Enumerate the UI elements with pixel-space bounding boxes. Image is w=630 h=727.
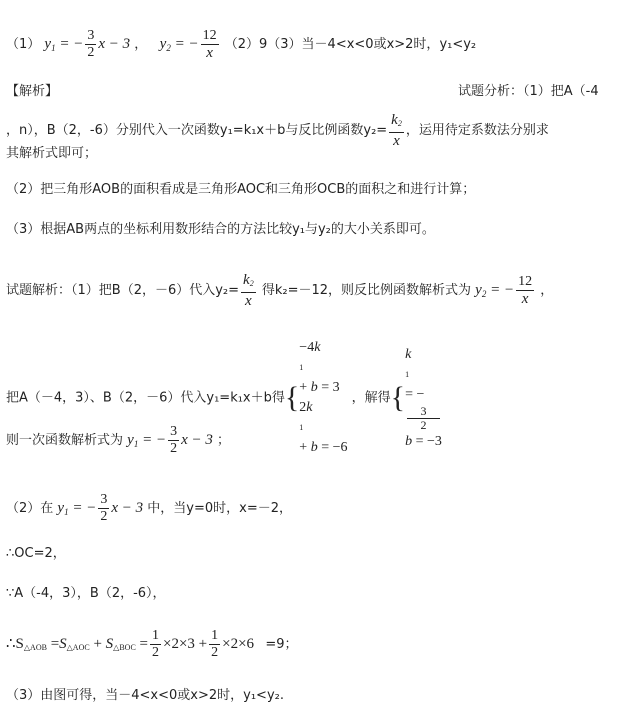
solution-line-7-tail: =9；: [265, 637, 298, 652]
equation-system: −4k 1 + b = 3 2k 1 + b = −6: [299, 340, 348, 455]
analysis-heading-text: 【解析】: [6, 84, 59, 99]
y1-formula-3: $y_1$ = −: [127, 432, 167, 449]
solution-line-5-text: ∴OC=2，: [6, 546, 66, 561]
analysis-heading: [6, 82, 58, 102]
y1-formula-tail: x − 3: [98, 36, 131, 52]
solution-line-3: [6, 424, 230, 457]
area-term-1: ×2×3 +: [163, 636, 208, 652]
solution-line-2b: ，解得: [351, 390, 391, 406]
answer-line: [6, 28, 476, 61]
solution-line-7: [6, 628, 297, 661]
solution-line-5: [6, 544, 66, 564]
y1-formula-3-tail: x − 3: [181, 432, 213, 448]
fraction-1-2-b: $\frac{1}{2}$: [211, 628, 219, 660]
comma-2: ，: [536, 283, 554, 298]
solution-line-4b: 中，当y=0时，x=－2，: [147, 501, 292, 516]
solution-system: k 1 = − 3 2 b = −3: [405, 346, 442, 449]
solution-line-6: [6, 584, 166, 604]
analysis-line-5: [6, 220, 435, 240]
area-term-2: ×2×6: [222, 636, 266, 652]
left-brace: {: [284, 381, 300, 414]
solution-line-1b: 得k₂=－12，则反比例函数解析式为: [261, 283, 472, 298]
analysis-line-5-text: （3）根据AB两点的坐标利用数形结合的方法比较y₁与y₂的大小关系即可。: [6, 222, 435, 237]
analysis-intro: [458, 82, 599, 102]
analysis-line-2a: ，n），B（2，-6）分别代入一次函数y₁=k₁x＋b与反比例函数y₂=: [6, 123, 388, 138]
analysis-intro-text: 试题分析：（1）把A（-4: [458, 84, 599, 99]
analysis-line-3: [6, 144, 97, 164]
answer-part1-label: （1）: [6, 37, 41, 52]
solution-line-6-text: ∵A（-4，3），B（2，-6），: [6, 586, 166, 601]
fraction-3-2: $\frac{3}{2}$: [87, 28, 95, 60]
analysis-line-3-text: 其解析式即可；: [6, 146, 98, 161]
solution-line-3-text: 则一次函数解析式为: [6, 433, 124, 448]
y2-formula-2: $y_2$ = −: [475, 282, 515, 299]
semicolon: ；: [212, 433, 230, 448]
solution-line-8: [6, 686, 284, 706]
y1-formula: $y_1$ = −: [44, 36, 84, 53]
y1-formula-4-tail: x − 3: [111, 500, 144, 516]
fraction-12-x-2: $\frac{12}{x}$: [518, 274, 533, 307]
left-brace-2: {: [390, 381, 406, 414]
solution-line-4: [6, 492, 292, 525]
area-formula: ∴S△AOB =S△AOC + S△BOC =: [6, 636, 148, 652]
fraction-12-x: $\frac{12}{x}$: [202, 28, 217, 61]
y1-formula-4: $y_1$ = −: [57, 500, 97, 517]
fraction-3-2-3: $\frac{3}{2}$: [100, 492, 108, 524]
analysis-line-4: [6, 180, 475, 200]
fraction-k2-x: $\frac{k2}{x}$: [391, 112, 402, 149]
solution-line-4a: （2）在: [6, 501, 54, 516]
y2-formula: $y_2$ = −: [159, 36, 199, 53]
analysis-line-2b: ，运用待定系数法分别求: [405, 123, 549, 138]
comma: ，: [134, 37, 156, 52]
solution-line-1a: 试题解析：（1）把B（2，－6）代入y₂=: [6, 283, 240, 298]
fraction-1-2: $\frac{1}{2}$: [152, 628, 159, 660]
answer-y1-less-y2: y₁<y₂: [439, 37, 477, 52]
solution-line-1: [6, 272, 553, 309]
answer-part2-label: （2）9（3）当－4<x<0或x>2时，: [224, 37, 440, 52]
solution-line-8-text: （3）由图可得，当－4<x<0或x>2时，y₁<y₂.: [6, 688, 284, 703]
analysis-line-4-text: （2）把三角形AOB的面积看成是三角形AOC和三角形OCB的面积之和进行计算；: [6, 182, 476, 197]
fraction-3-2-2: $\frac{3}{2}$: [170, 424, 178, 456]
solution-line-2a: 把A（－4，3）、B（2，－6）代入y₁=k₁x＋b得: [6, 390, 285, 406]
fraction-k2-x-2: $\frac{k2}{x}$: [243, 272, 254, 309]
